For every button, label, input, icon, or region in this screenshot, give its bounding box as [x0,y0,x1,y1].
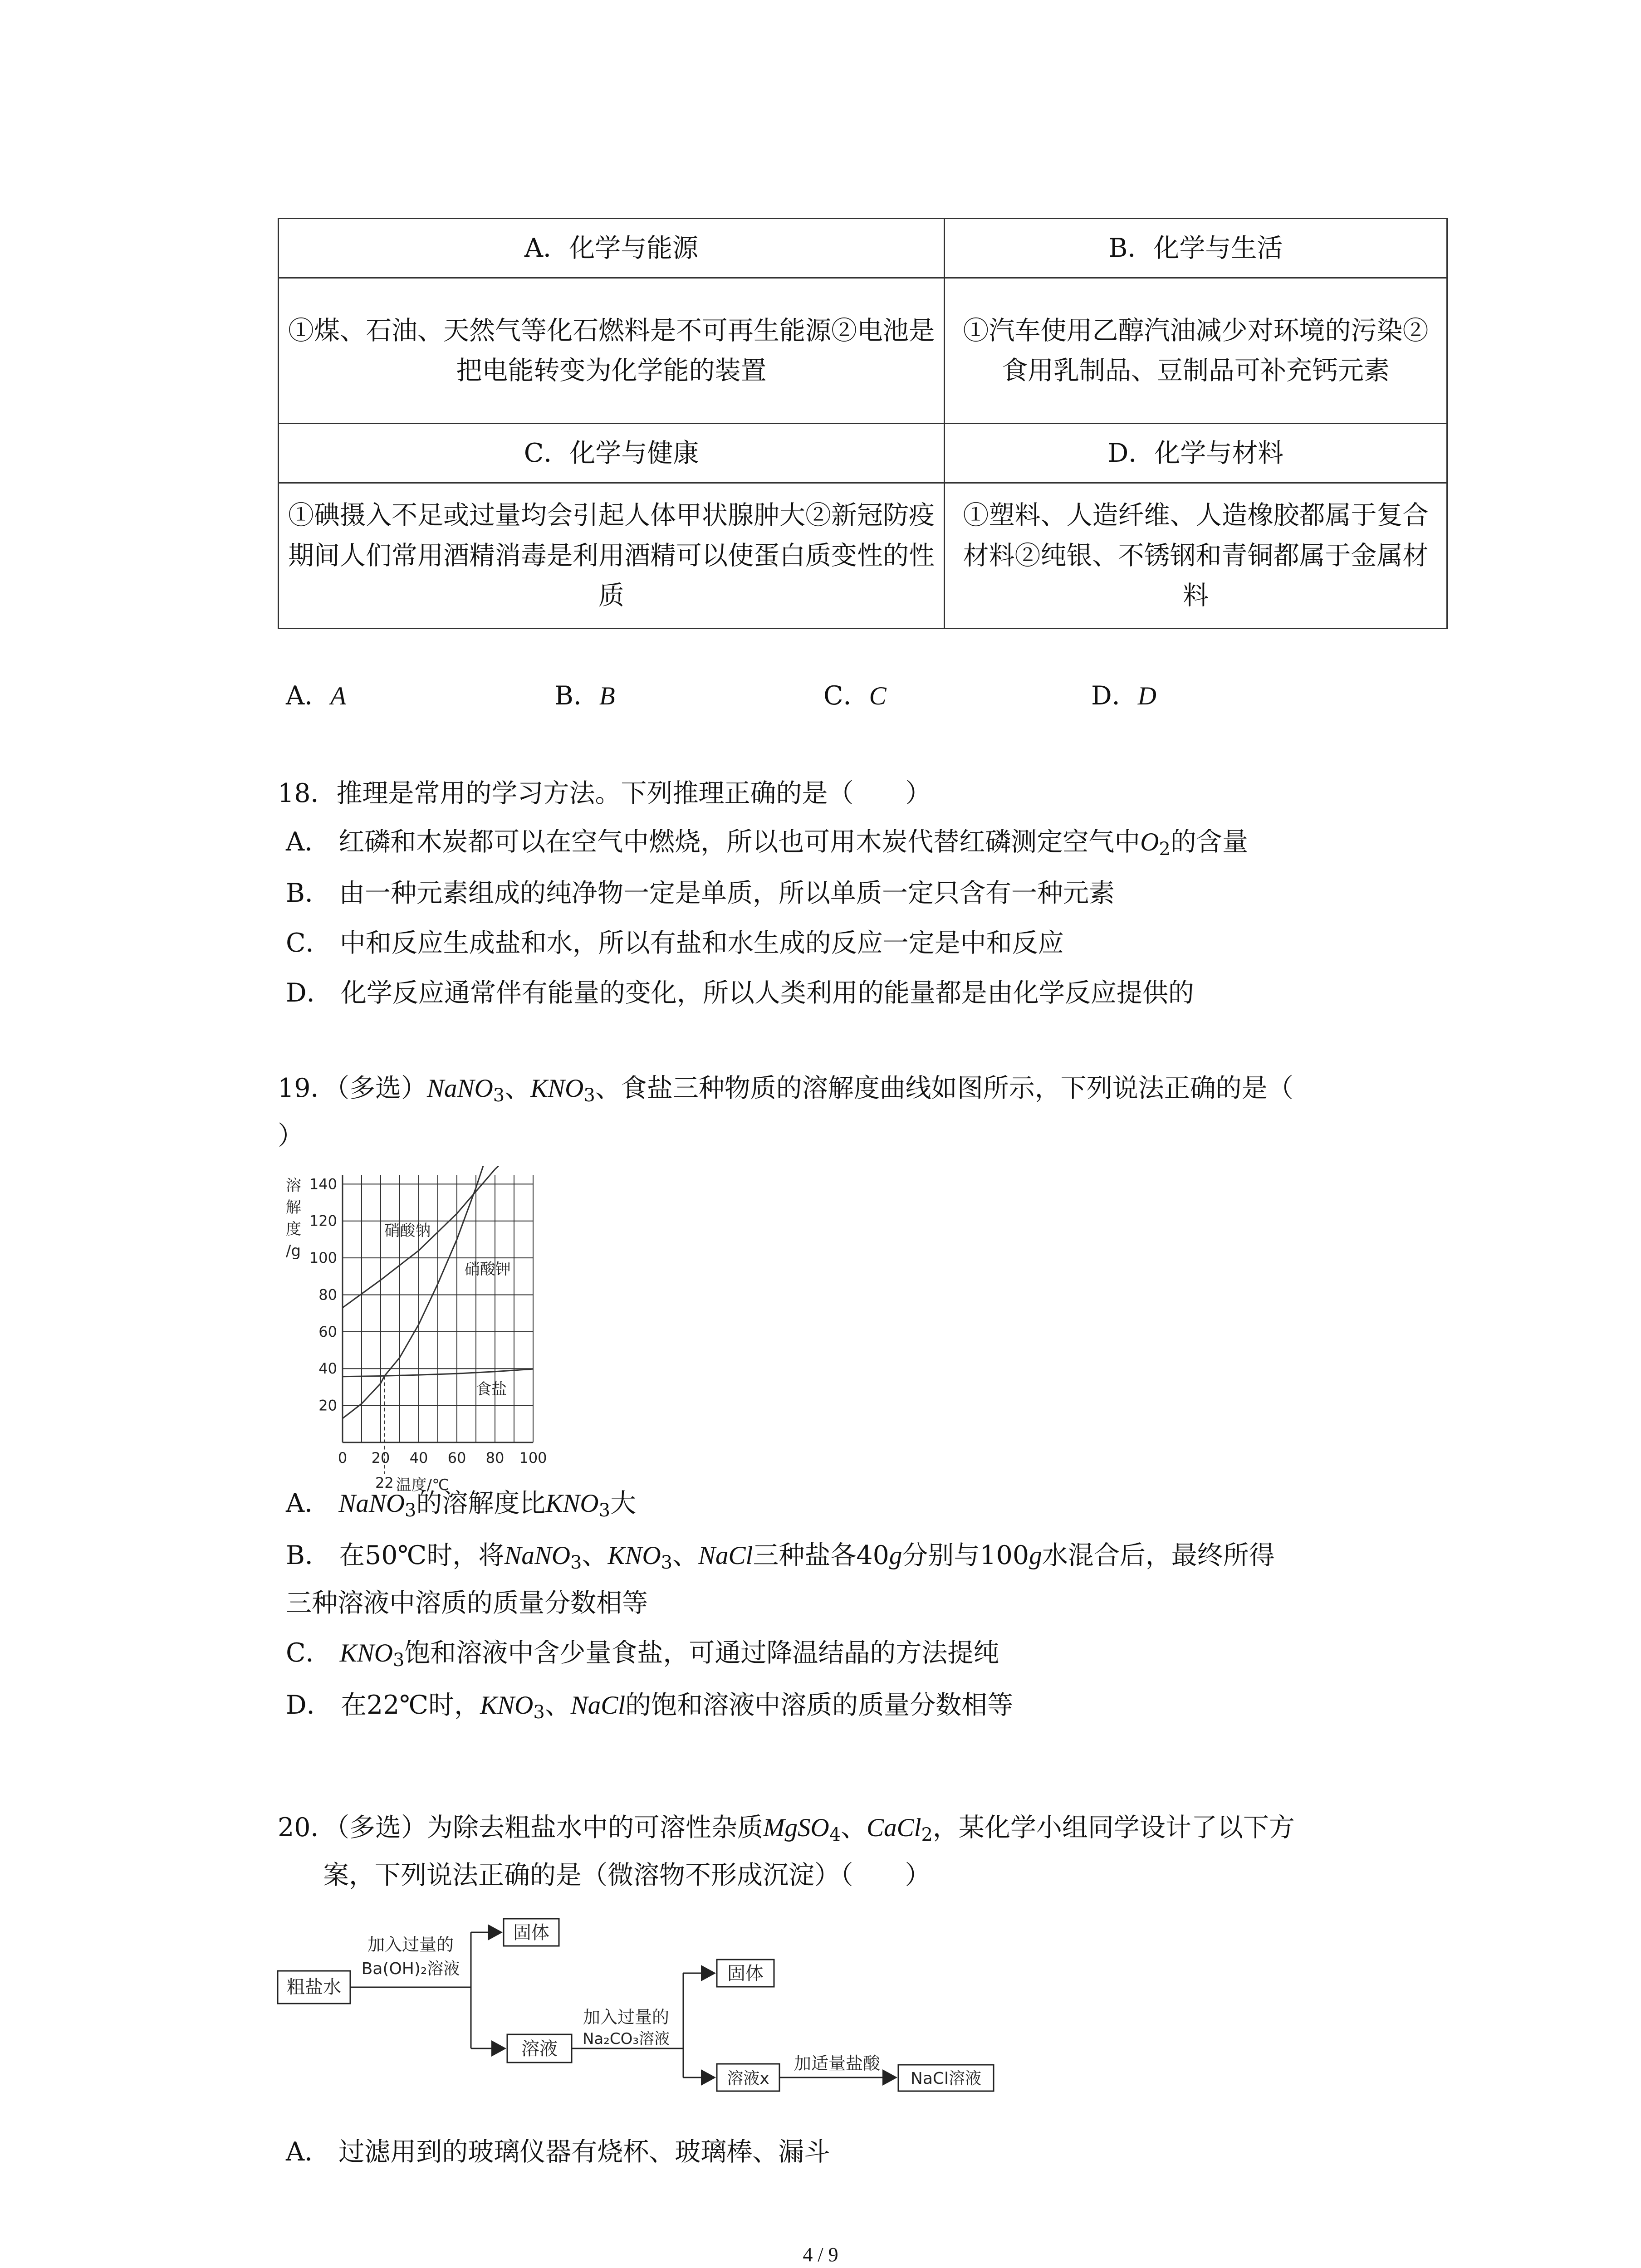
x-tick-label: 40 [409,1449,428,1466]
purification-flowchart [272,1910,1007,2109]
flow-solution1-label: 溶液 [521,2038,558,2059]
y-tick-label: 20 [318,1397,337,1414]
y-tick-label: 100 [309,1249,337,1267]
q17-choice-c[interactable]: C．C [823,681,887,711]
y-tick-label: 140 [309,1175,337,1193]
q17-choice-d[interactable]: D．D [1091,681,1156,711]
q19-choice-a[interactable]: A． NaNO$_3$的溶解度比$KNO_3$大 [286,1488,636,1521]
table-cell-b-body: ①汽车使用乙醇汽油减少对环境的污染②食用乳制品、豆制品可补充钙元素 [945,278,1447,424]
table-cell-b-title: B．化学与生活 [945,219,1447,278]
y-axis-label: 度 [286,1220,301,1238]
table-cell-c-title: C．化学与健康 [279,424,945,483]
q18-choice-d[interactable]: D． 化学反应通常伴有能量的变化，所以人类利用的能量都是由化学反应提供的 [286,978,1194,1008]
q19-choice-b-line2: 三种溶液中溶质的质量分数相等 [286,1588,648,1618]
y-tick-label: 40 [318,1360,337,1378]
series-label: 硝酸钠 [384,1222,431,1240]
table-cell-a-body: ①煤、石油、天然气等化石燃料是不可再生能源②电池是把电能转变为化学能的装置 [279,278,945,424]
flow-step2-line1: 加入过量的 [583,2007,670,2027]
table-cell-c-body: ①碘摄入不足或过量均会引起人体甲状腺肿大②新冠防疫期间人们常用酒精消毒是利用酒精可以使蛋白质变性的性质 [279,483,945,629]
q18-choice-a[interactable]: A． 红磷和木炭都可以在空气中燃烧，所以也可用木炭代替红磷测定空气中$O_2$的含量 [286,827,1248,860]
q18-stem: 18．推理是常用的学习方法。下列推理正确的是（ ） [278,778,931,808]
flow-step1-line1: 加入过量的 [367,1935,454,1955]
table-cell-d-title: D．化学与材料 [945,424,1447,483]
q20-stem-line1: 20．（多选）为除去粗盐水中的可溶性杂质MgSO$_4$、CaCl$_2$，某化学小组同学设计了以下方 [278,1813,1295,1845]
page-number: 4 / 9 [803,2244,838,2266]
series-label: 硝酸钾 [464,1260,511,1279]
x-tick-label: 80 [485,1449,505,1466]
q18-choice-c[interactable]: C． 中和反应生成盐和水，所以有盐和水生成的反应一定是中和反应 [286,928,1064,958]
y-tick-label: 80 [318,1286,337,1304]
y-axis-label: 溶 [286,1177,301,1195]
q17-choice-b[interactable]: B．B [554,681,615,711]
q17-choice-a[interactable]: A．A [286,681,346,711]
flow-step1-line2: Ba(OH)₂溶液 [361,1960,460,1978]
series-label: 食盐 [476,1380,507,1399]
flow-step3-label: 加适量盐酸 [794,2053,881,2073]
x-tick-label: 60 [447,1449,466,1466]
q19-choice-b[interactable]: B． 在50℃时，将NaNO$_3$、$KNO_3$、NaCl三种盐各40g分别与100g水混合后，最终所得 [286,1540,1275,1573]
q18-choice-b[interactable]: B． 由一种元素组成的纯净物一定是单质，所以单质一定只含有一种元素 [286,878,1115,908]
flow-solid1-label: 固体 [513,1922,549,1943]
x-tick-label: 100 [519,1449,547,1466]
solubility-chart [277,1161,567,1492]
x-tick-label: 0 [338,1449,348,1466]
q20-stem-line2: 案，下列说法正确的是（微溶物不形成沉淀）（ ） [323,1860,931,1890]
q19-stem-close: ） [278,1121,304,1151]
chart-labels [286,1175,547,1492]
y-axis-label: /g [286,1242,301,1260]
marker-label: 22 [375,1474,394,1491]
table-cell-a-title: A．化学与能源 [279,219,945,278]
q19-stem: 19．（多选）NaNO$_3$、$KNO_3$、食盐三种物质的溶解度曲线如图所示，下列说法正确的是（ [278,1073,1293,1106]
y-tick-label: 120 [309,1212,337,1230]
flow-final-label: NaCl溶液 [910,2069,982,2088]
options-table [278,218,1448,629]
q19-choice-c[interactable]: C． $KNO_3$饱和溶液中含少量食盐，可通过降温结晶的方法提纯 [286,1638,999,1671]
table-cell-d-body: ①塑料、人造纤维、人造橡胶都属于复合材料②纯银、不锈钢和青铜都属于金属材料 [945,483,1447,629]
chart-grid [343,1175,533,1442]
x-axis-label: 温度/℃ [396,1476,450,1492]
y-axis-label: 解 [286,1198,301,1217]
flow-start-label: 粗盐水 [287,1977,341,1998]
flow-step2-line2: Na₂CO₃溶液 [582,2030,670,2048]
y-tick-label: 60 [318,1323,337,1340]
flow-solution-x-label: 溶液x [727,2069,769,2088]
q20-choice-a[interactable]: A． 过滤用到的玻璃仪器有烧杯、玻璃棒、漏斗 [286,2137,830,2167]
flow-solid2-label: 固体 [727,1963,764,1984]
x-tick-label: 20 [371,1449,390,1466]
q19-choice-d[interactable]: D． 在22℃时，$KNO_3$、NaCl的饱和溶液中溶质的质量分数相等 [286,1690,1014,1723]
